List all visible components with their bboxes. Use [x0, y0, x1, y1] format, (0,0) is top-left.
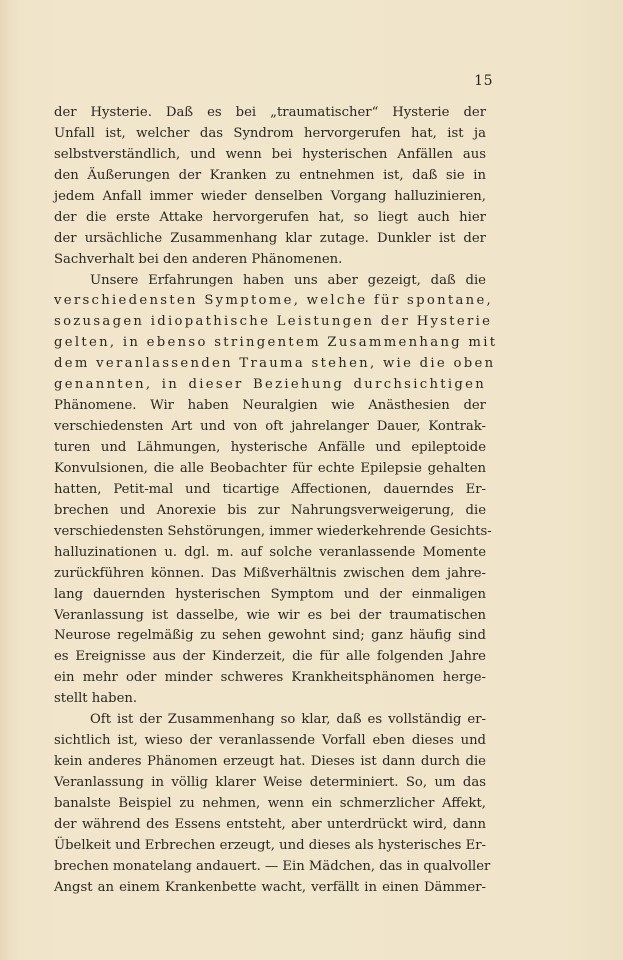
text-line: lang dauernden hysterischen Symptom und der einmaligen — [54, 586, 486, 602]
text-line: sozusagen idiopathische Leistungen der Hysterie — [54, 314, 493, 330]
text-line: Unsere Erfahrungen haben uns aber gezeigt, daß die — [90, 272, 486, 288]
text-line: gelten, in ebenso stringentem Zusammenhang mit — [54, 335, 498, 351]
text-line: turen und Lähmungen, hysterische Anfälle und epileptoide — [54, 440, 486, 455]
text-line: Konvulsionen, die alle Beobachter für echte Epilepsie gehalten — [54, 460, 486, 476]
text-line: verschiedensten Sehstörungen, immer wiederkehrende Gesichts- — [54, 523, 492, 539]
text-line: Oft ist der Zusammenhang so klar, daß es vollständig er- — [90, 712, 486, 728]
text-line: verschiedensten Art und von oft jahrelanger Dauer, Kontrak- — [54, 419, 486, 435]
text-line: stellt haben. — [54, 691, 138, 707]
body-text — [54, 103, 498, 899]
text-line: genannten, in dieser Beziehung durchsichtigen — [54, 377, 486, 393]
text-line: banalste Beispiel zu nehmen, wenn ein schmerzlicher Affekt, — [54, 795, 486, 811]
text-line: der ursächliche Zusammenhang klar zutage. Dunkler ist der — [54, 230, 486, 246]
text-line: halluzinationen u. dgl. m. auf solche veranlassende Momente — [54, 544, 486, 560]
page-number: 15 — [474, 73, 493, 89]
text-line: Veranlassung ist dasselbe, wie wir es bei der traumatischen — [54, 607, 486, 623]
text-line: dem veranlassenden Trauma stehen, wie die oben — [54, 356, 496, 372]
text-line: Sachverhalt bei den anderen Phänomenen. — [54, 251, 343, 267]
text-line: den Äußerungen der Kranken zu entnehmen ist, daß sie in — [54, 167, 486, 183]
text-line: Neurose regelmäßig zu sehen gewohnt sind; ganz häufig sind — [54, 628, 486, 644]
text-line: Unfall ist, welcher das Syndrom hervorgerufen hat, ist ja — [54, 125, 486, 141]
text-line: ein mehr oder minder schweres Krankheitsphänomen herge- — [54, 670, 486, 686]
text-line: Übelkeit und Erbrechen erzeugt, und dieses als hysterisches Er- — [54, 837, 486, 853]
text-line: der die erste Attake hervorgerufen hat, so liegt auch hier — [54, 209, 486, 225]
text-line: Angst an einem Krankenbette wacht, verfällt in einen Dämmer- — [54, 879, 486, 895]
text-line: hatten, Petit-mal und ticartige Affectionen, dauerndes Er- — [54, 481, 486, 497]
text-line: selbstverständlich, und wenn bei hysterischen Anfällen aus — [54, 146, 486, 162]
text-line: zurückführen können. Das Mißverhältnis zwischen dem jahre- — [54, 565, 486, 581]
text-line: jedem Anfall immer wieder denselben Vorgang halluzinieren, — [54, 188, 486, 204]
text-line: brechen monatelang andauert. — Ein Mädchen, das in qualvoller — [54, 858, 491, 874]
text-line: verschiedensten Symptome, welche für spontane, — [54, 293, 494, 309]
text-line: kein anderes Phänomen erzeugt hat. Dieses ist dann durch die — [54, 754, 486, 770]
text-line: der Hysterie. Daß es bei „traumatischer“ Hysterie der — [54, 105, 486, 120]
text-line: brechen und Anorexie bis zur Nahrungsverweigerung, die — [54, 502, 486, 518]
text-line: es Ereignisse aus der Kinderzeit, die für alle folgenden Jahre — [54, 649, 486, 665]
text-line: sichtlich ist, wieso der veranlassende Vorfall eben dieses und — [54, 733, 486, 749]
text-line: Veranlassung in völlig klarer Weise determiniert. So, um das — [54, 775, 486, 790]
text-line: der während des Essens entsteht, aber unterdrückt wird, dann — [54, 816, 486, 832]
text-line: Phänomene. Wir haben Neuralgien wie Anästhesien der — [54, 398, 486, 414]
